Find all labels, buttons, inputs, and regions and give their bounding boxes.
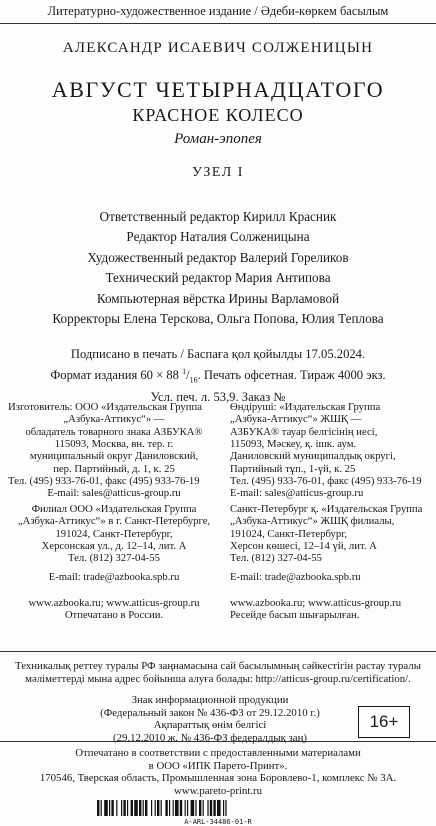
tech-regulation-note bbox=[4, 660, 432, 685]
barcode-bar bbox=[180, 800, 182, 816]
branch-line: Тел. (812) 327-04-55 bbox=[68, 552, 160, 565]
barcode-bar bbox=[195, 800, 196, 816]
barcode-bar bbox=[217, 800, 221, 816]
credit-line: Технический редактор Мария Антипова bbox=[105, 270, 331, 286]
branch-line: Херсонская ул., д. 12–14, лит. А bbox=[41, 540, 187, 553]
printing-line: в ООО «ИПК Парето-Принт». bbox=[148, 759, 288, 772]
printing-divider bbox=[0, 741, 436, 742]
barcode-bar bbox=[145, 800, 147, 816]
branch-line: E-mail: trade@azbooka.spb.ru bbox=[230, 570, 361, 583]
manufacturer-line: АЗБУКА® тауар белгісінің иесі, bbox=[230, 425, 378, 438]
barcode-bar bbox=[116, 800, 117, 816]
web-line: www.azbooka.ru; www.atticus-group.ru bbox=[28, 597, 200, 609]
format-suffix: . Печать офсетная. Тираж 4000 экз. bbox=[197, 368, 386, 383]
format-prefix: Формат издания 60 × 88 bbox=[50, 368, 183, 383]
web-line: Ресейде басып шығарылған. bbox=[230, 609, 360, 622]
credit-line: Корректоры Елена Терскова, Ольга Попова, Юлия Теплова bbox=[52, 311, 384, 327]
barcode-bar bbox=[199, 800, 201, 816]
publication-details bbox=[0, 346, 436, 406]
barcode-bar bbox=[139, 800, 141, 816]
series-title: КРАСНОЕ КОЛЕСО bbox=[132, 105, 304, 125]
barcode-bar bbox=[213, 800, 215, 816]
manufacturer-line: 115093, Москва, вн. тер. г. bbox=[54, 438, 174, 451]
branch-line: Тел. (812) 327-04-55 bbox=[230, 552, 322, 565]
volume-label: УЗЕЛ I bbox=[192, 165, 244, 180]
manufacturer-line: Тел. (495) 933-76-01, факс (495) 933-76-19 bbox=[230, 475, 422, 488]
credits-list bbox=[0, 207, 436, 329]
branch-kz bbox=[230, 503, 436, 583]
label-line: (29.12.2010 ж. № 436-ФЗ федералдық заң) bbox=[113, 731, 307, 744]
manufacturer-line: Тел. (495) 933-76-01, факс (495) 933-76-19 bbox=[8, 475, 200, 488]
branch-line: 191024, Санкт-Петербург, bbox=[55, 527, 173, 540]
printing-info bbox=[0, 747, 436, 798]
manufacturer-line: обладатель товарного знака АЗБУКА® bbox=[25, 425, 203, 438]
section-divider bbox=[0, 651, 436, 652]
credit-line: Редактор Наталия Солженицына bbox=[126, 229, 310, 245]
header-divider bbox=[0, 23, 436, 24]
manufacturer-line: Өндіруші: «Издательская Группа bbox=[230, 401, 381, 413]
branch-line: Херсон көшесі, 12–14 үй, лит. А bbox=[230, 540, 377, 553]
barcode-bar bbox=[123, 800, 125, 816]
barcode-bar bbox=[97, 800, 99, 816]
label-line: (Федеральный закон № 436-ФЗ от 29.12.2010 г.) bbox=[100, 706, 320, 719]
printing-line: www.pareto-print.ru bbox=[173, 785, 263, 798]
barcode-bar bbox=[143, 800, 144, 816]
manufacturer-ru bbox=[8, 401, 220, 500]
barcode-bar bbox=[175, 800, 179, 816]
manufacturer-line: пер. Партийный, д. 1, к. 25 bbox=[53, 462, 175, 475]
format-fraction-den: 16 bbox=[189, 375, 198, 385]
barcode-image bbox=[97, 800, 335, 816]
credit-line: Компьютерная вёрстка Ирины Варламовой bbox=[96, 290, 340, 306]
manufacturer-line: „Азбука-Аттикус“» — bbox=[63, 413, 165, 426]
credit-line: Художественный редактор Валерий Гореликов bbox=[87, 249, 349, 265]
manufacturer-line: „Азбука-Аттикус“» ЖШҚ — bbox=[230, 413, 362, 426]
manufacturer-kz bbox=[230, 401, 436, 500]
web-line: www.azbooka.ru; www.atticus-group.ru bbox=[230, 597, 402, 609]
branch-line: „Азбука-Аттикус“» в г. Санкт-Петербурге, bbox=[17, 515, 211, 528]
barcode-bar bbox=[187, 800, 188, 816]
web-ru bbox=[8, 597, 220, 622]
format-fraction-num: 1 bbox=[182, 367, 187, 376]
barcode-bar bbox=[109, 800, 110, 816]
printing-line: Отпечатано в соответствии с предоставленными материалами bbox=[75, 747, 361, 759]
barcode-bar bbox=[169, 800, 170, 816]
branch-line: 191024, Санкт-Петербург, bbox=[230, 527, 348, 540]
printing-line: 170546, Тверская область, Промышленная зона Боровлево-1, комплекс № 3А. bbox=[39, 772, 397, 785]
barcode-bar bbox=[210, 800, 212, 816]
barcode-bar bbox=[207, 800, 208, 816]
credit-line: Ответственный редактор Кирилл Красник bbox=[99, 209, 337, 224]
barcode-bar bbox=[223, 800, 224, 816]
manufacturer-line: E-mail: sales@atticus-group.ru bbox=[47, 487, 181, 500]
sheets-line: Усл. печ. л. 53,9. Заказ № bbox=[150, 389, 286, 404]
branch-line: Филиал ООО «Издательская Группа bbox=[31, 503, 197, 515]
barcode-bar bbox=[225, 800, 226, 816]
manufacturer-line: E-mail: sales@atticus-group.ru bbox=[230, 487, 364, 500]
tech-line: Техникалық реттеу туралы РФ заңнамасына сай басылымның сәйкестігін растау туралы bbox=[15, 660, 421, 672]
manufacturer-line: Даниловский муниципалдық округі, bbox=[230, 450, 396, 463]
barcode-bar bbox=[131, 800, 133, 816]
barcode-bar bbox=[173, 800, 174, 816]
barcode-bar bbox=[101, 800, 102, 816]
manufacturer-line: муниципальный округ Даниловский, bbox=[29, 450, 199, 463]
label-line: Ақпараттық өнім белгісі bbox=[153, 719, 267, 731]
info-product-label bbox=[60, 694, 360, 744]
barcode-bar bbox=[127, 800, 128, 816]
barcode-bar bbox=[165, 800, 167, 816]
barcode-bar bbox=[191, 800, 195, 816]
barcode-bar bbox=[185, 800, 186, 816]
manufacturer-line: 115093, Мәскеу, қ. ішк. аум. bbox=[230, 438, 357, 451]
barcode-bar bbox=[151, 800, 152, 816]
barcode-bar bbox=[104, 800, 108, 816]
book-title: АВГУСТ ЧЕТЫРНАДЦАТОГО bbox=[51, 77, 385, 102]
barcode-bar bbox=[161, 800, 162, 816]
edition-type: Литературно-художественное издание / Әдеби-көркем басылым bbox=[47, 4, 389, 18]
branch-line: E-mail: trade@azbooka.spb.ru bbox=[48, 570, 180, 583]
barcode-bar bbox=[111, 800, 113, 816]
barcode-code: A-ARL-34486-01-R bbox=[184, 818, 252, 826]
barcode-bar bbox=[121, 800, 122, 816]
format-line: Формат издания 60 × 88 $^1/_{16}$. Печать офсетная. Тираж 4000 экз. bbox=[50, 367, 386, 385]
barcode-bar bbox=[203, 800, 204, 816]
tech-line: мәліметтерді мына адрес бойынша алуға болады: http://atticus-group.ru/certification/. bbox=[25, 672, 411, 685]
genre: Роман-эпопея bbox=[174, 131, 262, 147]
branch-line: Санкт-Петербург қ. «Издательская Группа bbox=[230, 503, 423, 515]
manufacturer-line: Партийный тұп., 1-үй, к. 25 bbox=[230, 462, 356, 475]
web-line: Отпечатано в России. bbox=[64, 609, 164, 622]
label-line: Знак информационной продукции bbox=[131, 694, 289, 706]
age-rating-badge: 16+ bbox=[358, 706, 410, 738]
signed-date: Подписано в печать / Баспаға қол қойылды 17.05.2024. bbox=[70, 347, 366, 361]
barcode-bar bbox=[157, 800, 159, 816]
branch-ru bbox=[8, 503, 220, 583]
barcode-bar bbox=[155, 800, 156, 816]
barcode-bar bbox=[134, 800, 138, 816]
manufacturer-line: Изготовитель: ООО «Издательская Группа bbox=[8, 401, 202, 413]
branch-line: „Азбука-Аттикус“» ЖШҚ филиалы, bbox=[230, 515, 395, 528]
web-kz bbox=[230, 597, 436, 622]
author-name: АЛЕКСАНДР ИСАЕВИЧ СОЛЖЕНИЦЫН bbox=[62, 40, 374, 56]
